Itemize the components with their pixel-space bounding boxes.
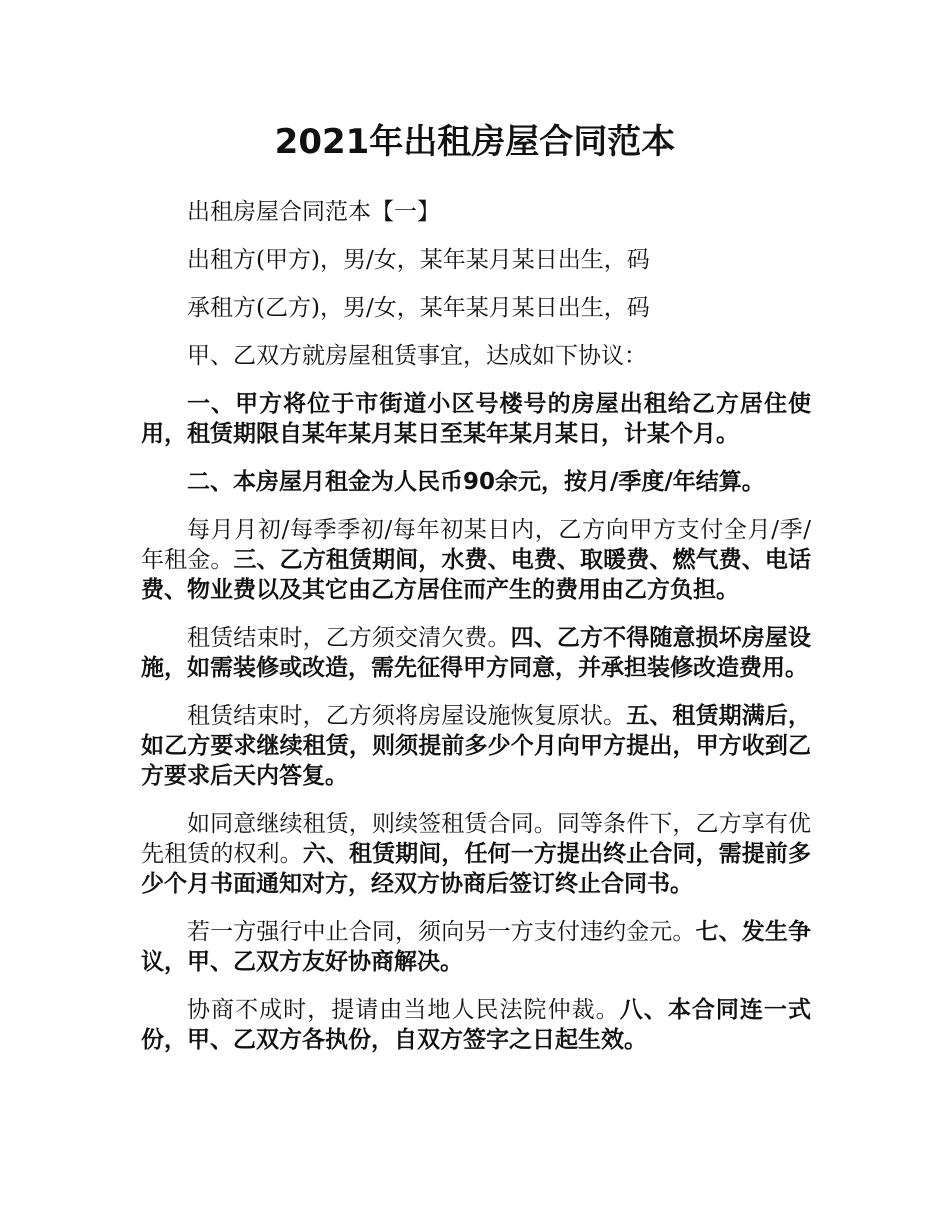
paragraph-12 [141, 995, 811, 1055]
paragraph-7 [141, 515, 811, 605]
paragraph-11 [141, 917, 811, 977]
clause-text: 四、乙方不得随意损坏房屋设施，如需装修或改造，需先征得甲方同意，并承担装修改造费用。 [141, 625, 812, 681]
paragraph-text: 甲、乙双方就房屋租赁事宜，达成如下协议： [187, 343, 647, 369]
paragraph-text: 租赁结束时，乙方须将房屋设施恢复原状。 [187, 703, 627, 729]
paragraph-text: 如同意继续租赁，则续签租赁合同。同等条件下，乙方享有优先租赁的权利。 [141, 811, 811, 867]
clause-text: 五、租赁期满后，如乙方要求继续租赁，则须提前多少个月向甲方提出，甲方收到乙方要求后天内答复。 [141, 703, 812, 789]
clause-text: 二、本房屋月租金为人民币90余元，按月/季度/年结算。 [187, 469, 765, 495]
paragraph-text: 协商不成时，提请由当地人民法院仲裁。 [187, 997, 620, 1023]
paragraph-text: 若一方强行中止合同，须向另一方支付违约金元。 [187, 919, 696, 945]
paragraph-6 [141, 467, 811, 497]
document-body [141, 197, 811, 1073]
paragraph-1 [141, 197, 811, 227]
clause-text: 一、甲方将位于市街道小区号楼号的房屋出租给乙方居住使用，租赁期限自某年某月某日至某年某月某日，计某个月。 [141, 391, 811, 447]
paragraph-text: 每月月初/每季季初/每年初某日内，乙方向甲方支付全月/季/年租金。 [141, 517, 811, 573]
document-title: 2021年出租房屋合同范本 [274, 122, 676, 162]
clause-text: 八、本合同连一式份，甲、乙双方各执份，自双方签字之日起生效。 [141, 997, 812, 1053]
clause-text: 七、发生争议，甲、乙双方友好协商解决。 [141, 919, 812, 975]
paragraph-4 [141, 341, 811, 371]
paragraph-text: 承租方(乙方)，男/女，某年某月某日出生，码 [187, 295, 650, 321]
paragraph-8 [141, 623, 811, 683]
paragraph-text: 出租房屋合同范本【一】 [187, 199, 440, 225]
paragraph-text: 租赁结束时，乙方须交清欠费。 [187, 625, 511, 651]
clause-text: 三、乙方租赁期间，水费、电费、取暖费、燃气费、电话费、物业费以及其它由乙方居住而产生的费用由乙方负担。 [141, 547, 812, 603]
paragraph-text: 出租方(甲方)，男/女，某年某月某日出生，码 [187, 247, 650, 273]
paragraph-2 [141, 245, 811, 275]
paragraph-9 [141, 701, 811, 791]
paragraph-3 [141, 293, 811, 323]
paragraph-10 [141, 809, 811, 899]
paragraph-5 [141, 389, 811, 449]
clause-text: 六、租赁期间，任何一方提出终止合同，需提前多少个月书面通知对方，经双方协商后签订终止合同书。 [141, 841, 812, 897]
